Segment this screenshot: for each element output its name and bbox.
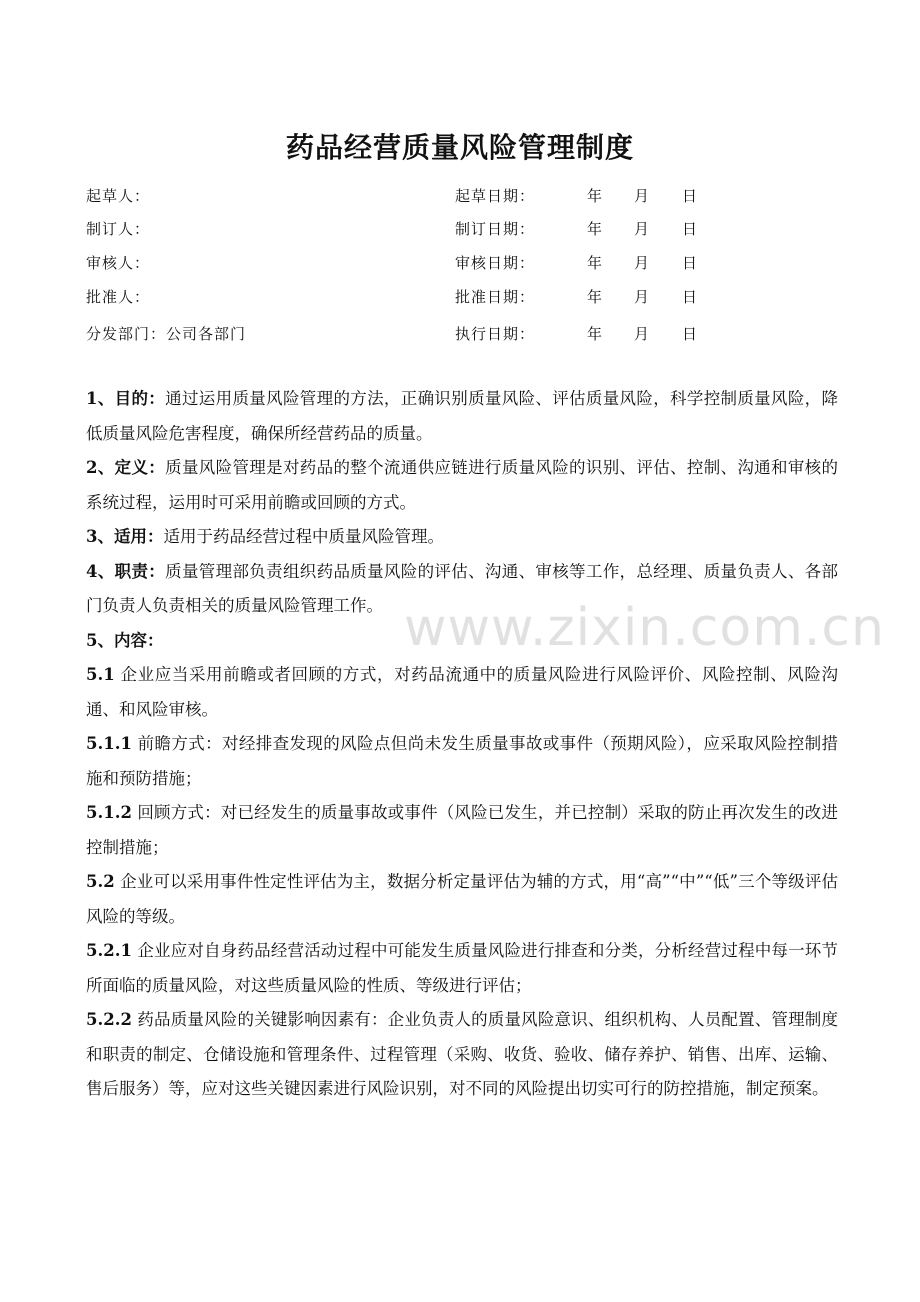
clause-number: 5.1.2: [86, 803, 132, 822]
clause-text: 企业可以采用事件性定性评估为主，数据分析定量评估为辅的方式，用“高”“中”“低”三个等级评估风险的等级。: [86, 872, 838, 926]
meta-row-formulator: [0, 216, 920, 242]
clause-5-2-1: [86, 934, 838, 1003]
clause-5-1-1: [86, 727, 838, 796]
section-text: 质量管理部负责组织药品质量风险的评估、沟通、审核等工作，总经理、质量负责人、各部门负责人负责相关的质量风险管理工作。: [86, 561, 839, 615]
clause-5-2: [86, 865, 838, 934]
meta-label: 制订人：: [86, 220, 151, 238]
meta-label: 审核人：: [86, 254, 151, 272]
clause-5-2-2: [86, 1003, 838, 1107]
meta-year: 年: [587, 325, 604, 343]
meta-date-label: 审核日期：: [455, 254, 536, 272]
section-number: 4、: [86, 561, 115, 581]
meta-row-approver: [0, 284, 920, 310]
clause-number: 5.2.2: [86, 1010, 132, 1029]
meta-date-label: 起草日期：: [455, 187, 536, 205]
meta-day: 日: [682, 325, 699, 343]
section-text: 适用于药品经营过程中质量风险管理。: [163, 527, 444, 546]
meta-label: 分发部门：公司各部门: [86, 325, 247, 343]
meta-label: 起草人：: [86, 187, 151, 205]
meta-day: 日: [682, 254, 699, 272]
section-heading: 目的：: [114, 389, 166, 408]
section-purpose: [86, 382, 838, 451]
section-number: 5、: [86, 630, 114, 650]
meta-year: 年: [587, 187, 604, 205]
meta-year: 年: [587, 254, 604, 272]
clause-5-1-2: [86, 796, 838, 865]
meta-day: 日: [682, 187, 699, 205]
section-text: 通过运用质量风险管理的方法，正确识别质量风险、评估质量风险，科学控制质量风险，降低质量风险危害程度，确保所经营药品的质量。: [86, 389, 839, 443]
clause-number: 5.2.1: [86, 941, 132, 960]
section-heading: 内容：: [113, 630, 164, 650]
meta-month: 月: [634, 187, 651, 205]
meta-month: 月: [634, 288, 651, 306]
meta-row-reviewer: [0, 250, 920, 276]
clause-text: 企业应当采用前瞻或者回顾的方式，对药品流通中的质量风险进行风险评价、风险控制、风险沟通、和风险审核。: [86, 665, 838, 719]
section-heading: 职责：: [114, 561, 166, 581]
meta-day: 日: [682, 288, 699, 306]
meta-row-drafter: [0, 183, 920, 209]
page-title: 药品经营质量风险管理制度: [285, 131, 634, 164]
section-number: 3、: [86, 527, 114, 546]
meta-date-label: 批准日期：: [455, 288, 536, 306]
meta-month: 月: [634, 325, 651, 343]
section-heading: 定义：: [114, 458, 166, 477]
clause-text: 回顾方式：对已经发生的质量事故或事件（风险已发生，并已控制）采取的防止再次发生的改进控制措施；: [86, 803, 838, 857]
meta-day: 日: [682, 220, 699, 238]
document-body: [86, 382, 838, 1107]
section-heading: 适用：: [113, 527, 164, 546]
section-number: 1、: [86, 389, 115, 408]
meta-year: 年: [587, 288, 604, 306]
section-scope: [86, 520, 838, 555]
clause-number: 5.2: [86, 872, 115, 891]
clause-text: 药品质量风险的关键影响因素有：企业负责人的质量风险意识、组织机构、人员配置、管理制度和职责的制定、仓储设施和管理条件、过程管理（采购、收货、验收、储存养护、销售、出库、运输、售后服务）等，应对这些关键因素进行风险识别，对不同的风险提出切实可行的防控措施，制定预案。: [86, 1010, 838, 1098]
meta-date-label: 制订日期：: [455, 220, 536, 238]
section-number: 2、: [86, 458, 115, 477]
watermark: www.zixin.com.cn: [404, 598, 885, 658]
clause-text: 前瞻方式：对经排查发现的风险点但尚未发生质量事故或事件（预期风险），应采取风险控制措施和预防措施；: [86, 734, 838, 788]
clause-5-1: [86, 658, 838, 727]
meta-label: 批准人：: [86, 288, 151, 306]
meta-date-label: 执行日期：: [455, 325, 536, 343]
section-text: 质量风险管理是对药品的整个流通供应链进行质量风险的识别、评估、控制、沟通和审核的系统过程，运用时可采用前瞻或回顾的方式。: [86, 458, 839, 512]
clause-text: 企业应对自身药品经营活动过程中可能发生质量风险进行排查和分类，分析经营过程中每一环节所面临的质量风险，对这些质量风险的性质、等级进行评估；: [86, 941, 838, 995]
meta-month: 月: [634, 254, 651, 272]
clause-number: 5.1.1: [86, 734, 132, 753]
clause-number: 5.1: [86, 665, 115, 684]
meta-month: 月: [634, 220, 651, 238]
meta-year: 年: [587, 220, 604, 238]
meta-row-distribution: [0, 321, 920, 347]
section-definition: [86, 451, 838, 520]
